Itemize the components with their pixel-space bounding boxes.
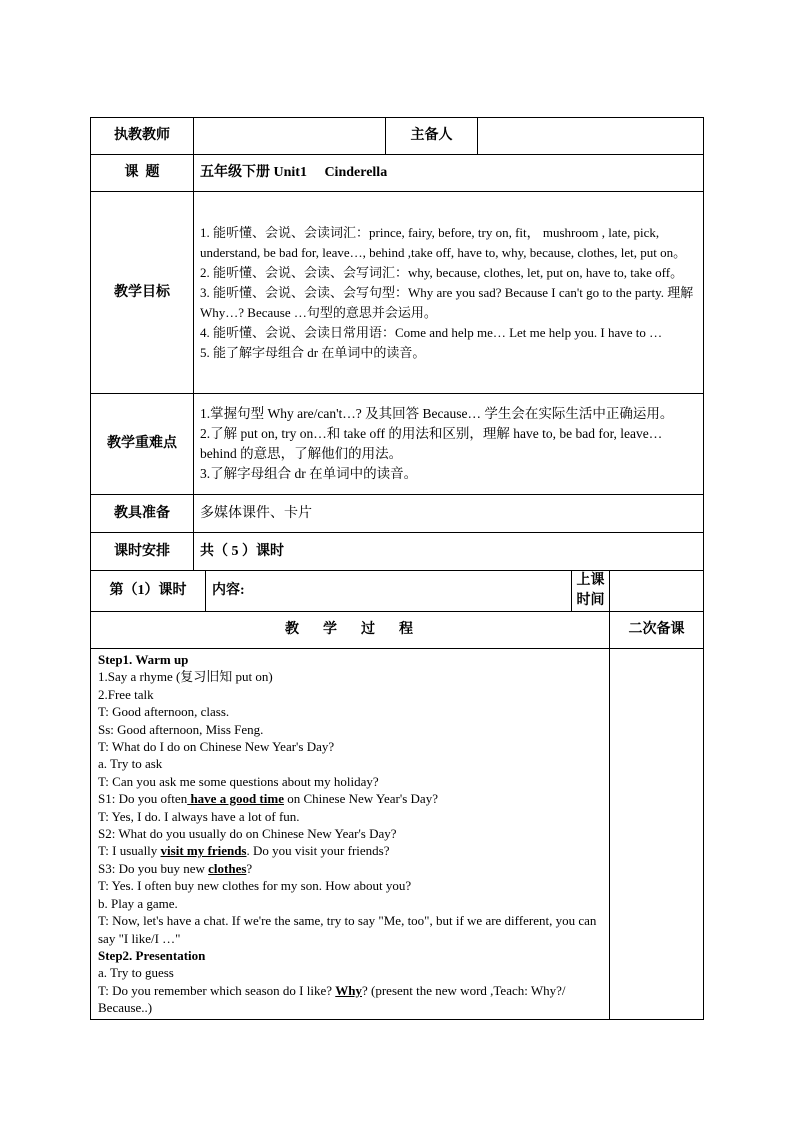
goals-content [194, 192, 704, 394]
process-line: S2: What do you usually do on Chinese New Year's Day? [98, 826, 397, 842]
process-line [98, 982, 602, 1017]
teacher-row [91, 118, 704, 155]
lesson-row [91, 571, 704, 612]
underlined-phrase: Why [335, 982, 362, 998]
process-line: a. Try to ask [98, 756, 163, 772]
process-row [91, 649, 704, 1020]
teacher-label: 执教教师 [91, 118, 194, 155]
lesson-plan-table [90, 117, 704, 1020]
process-header-row [91, 612, 704, 649]
materials-row [91, 495, 704, 533]
text-run: S3: Do you buy new [98, 860, 209, 876]
second-prep-cell [610, 649, 704, 1020]
process-line: T: Yes, I do. I always have a lot of fun. [98, 808, 300, 824]
goals-row [91, 192, 704, 394]
class-time-value [610, 571, 704, 612]
schedule-label: 课时安排 [91, 533, 194, 571]
underlined-phrase: visit my friends [160, 843, 247, 859]
process-line [98, 842, 602, 859]
topic-label: 课 题 [91, 155, 194, 192]
process-line: T: Good afternoon, class. [98, 704, 230, 720]
key-points-row [91, 394, 704, 495]
process-line [98, 790, 602, 807]
goal-item: 4. 能听懂、会说、会读日常用语：Come and help me… Let me help you. I have to … [200, 324, 663, 340]
topic-value: 五年级下册 Unit1 Cinderella [194, 155, 704, 192]
underlined-phrase: clothes [208, 860, 247, 876]
goal-item: 2. 能听懂、会说、会读、会写词汇：why, because, clothes, let, put on, have to, take off。 [200, 264, 684, 280]
text-run: ? (present the new word ,Teach: Why?/ Because..) [98, 982, 566, 1016]
text-run: ? [246, 860, 253, 876]
process-line: Ss: Good afternoon, Miss Feng. [98, 721, 264, 737]
class-time-label: 上课时间 [572, 571, 610, 612]
process-title: 教 学 过 程 [91, 612, 610, 649]
second-prep-label: 二次备课 [610, 612, 704, 649]
lead-label: 主备人 [386, 118, 478, 155]
goal-item: 5. 能了解字母组合 dr 在单词中的读音。 [200, 344, 426, 360]
step2-title: Step2. Presentation [98, 947, 206, 963]
process-line: T: Yes. I often buy new clothes for my son. How about you? [98, 878, 412, 894]
process-content [91, 649, 610, 1020]
content-label: 内容: [206, 571, 572, 612]
text-run: T: Do you remember which season do I like? [98, 982, 336, 998]
process-line: b. Play a game. [98, 895, 178, 911]
lesson-plan-page [90, 117, 703, 1020]
topic-row [91, 155, 704, 192]
process-line [98, 860, 602, 877]
process-line: 2.Free talk [98, 686, 154, 702]
process-line: T: Can you ask me some questions about my holiday? [98, 773, 379, 789]
goal-item: 1. 能听懂、会说、会读词汇：prince, fairy, before, try on, fit， mushroom , late, pick, understand, be bad for, leave…, behind ,take off, have to, why, because, clothes, let, put on。 [200, 224, 687, 260]
goals-label: 教学目标 [91, 192, 194, 394]
text-run: S1: Do you often [98, 791, 188, 807]
schedule-row [91, 533, 704, 571]
key-point-item: 2.了解 put on, try on…和 take off 的用法和区别，理解 have to, be bad for, leave… behind 的意思，了解他们的用法。 [200, 426, 663, 461]
process-line: 1.Say a rhyme (复习旧知 put on) [98, 669, 273, 685]
materials-value: 多媒体课件、卡片 [194, 495, 704, 533]
key-points-label: 教学重难点 [91, 394, 194, 495]
materials-label: 教具准备 [91, 495, 194, 533]
text-run: on Chinese New Year's Day? [283, 791, 438, 807]
teacher-value [194, 118, 386, 155]
key-point-item: 1.掌握句型 Why are/can't…? 及其回答 Because… 学生会在实际生活中正确运用。 [200, 406, 674, 421]
process-line: a. Try to guess [98, 965, 174, 981]
key-points-content [194, 394, 704, 495]
lead-value [478, 118, 704, 155]
process-line: T: Now, let's have a chat. If we're the same, try to say "Me, too", but if we are different, you can say "I like/I …" [98, 913, 597, 946]
goal-item: 3. 能听懂、会说、会读、会写句型：Why are you sad? Because I can't go to the party. 理解 Why…? Because …句型的意思并会运用。 [200, 284, 694, 320]
schedule-value: 共（ 5 ）课时 [194, 533, 704, 571]
step1-title: Step1. Warm up [98, 652, 189, 667]
lesson-number-label: 第（1）课时 [91, 571, 206, 612]
text-run: T: I usually [98, 843, 161, 859]
underlined-phrase: have a good time [187, 791, 284, 807]
key-point-item: 3.了解字母组合 dr 在单词中的读音。 [200, 466, 418, 481]
process-line: T: What do I do on Chinese New Year's Day? [98, 739, 335, 755]
text-run: . Do you visit your friends? [246, 843, 390, 859]
